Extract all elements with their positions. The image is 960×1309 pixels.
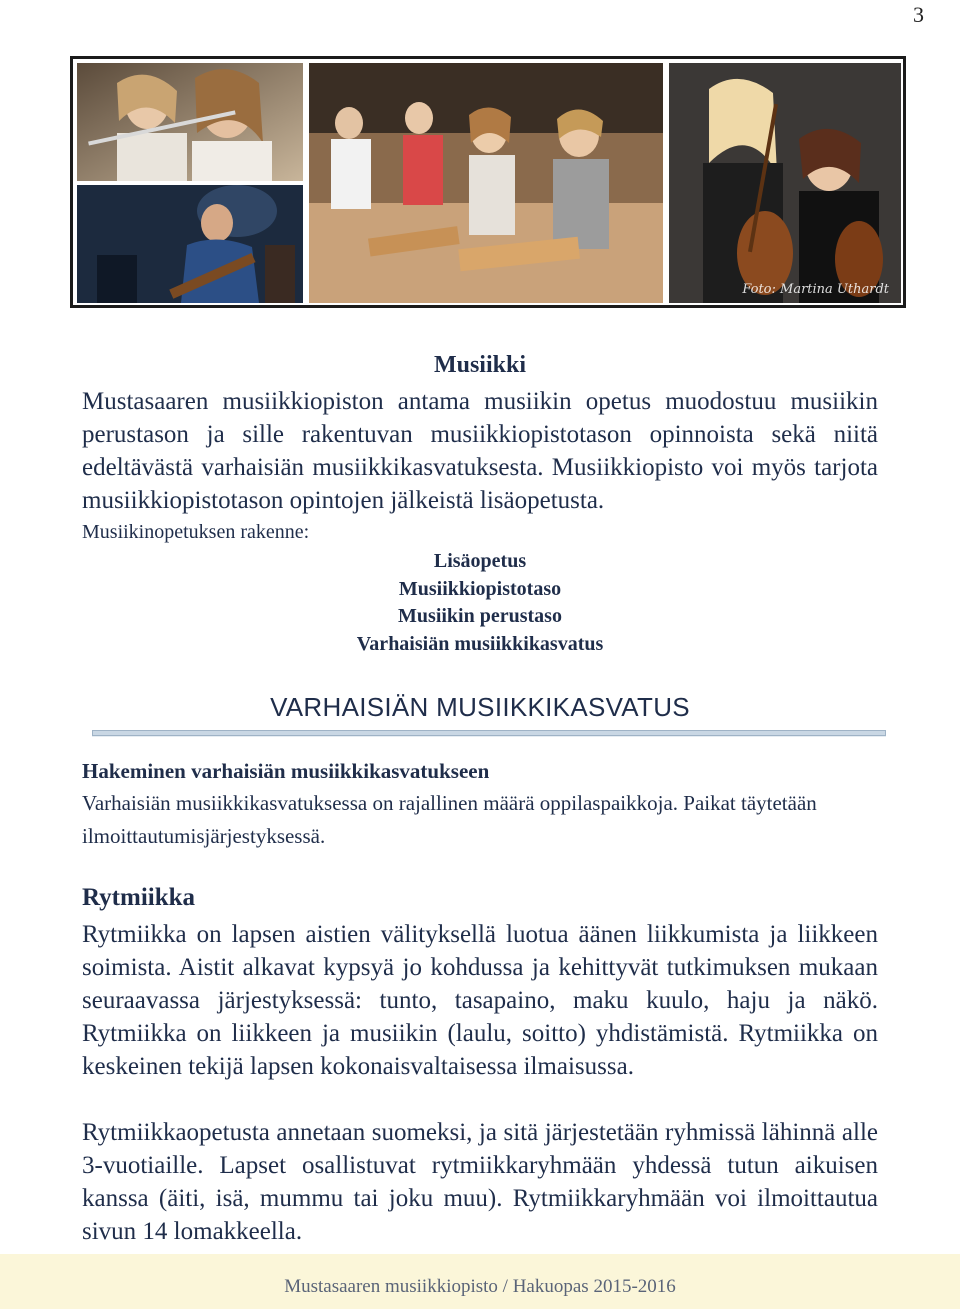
photo-guitarist — [77, 185, 303, 303]
photo-credit: Foto: Martina Uthardt — [742, 282, 889, 297]
structure-list — [0, 548, 960, 658]
structure-level: Musiikkiopistotaso — [398, 577, 562, 600]
page-number: 3 — [913, 2, 924, 27]
vmk-heading: VARHAISIÄN MUSIIKKIKASVATUS — [270, 692, 690, 722]
hakeminen-heading: Hakeminen varhaisiän musiikkikasvatukseen — [82, 759, 490, 783]
intro-paragraph: Mustasaaren musiikkiopiston antama musiikin opetus muodostuu musiikin perustason ja sille rakentuvan musiikkiopistotason opinnoista sekä niitä edeltävästä varhaisiän musiikkikasvatuksesta. Musiikkiopisto voi myös tarjota musiikkiopistotason opintojen jälkeistä lisäopetusta. — [82, 388, 878, 514]
photo-flute-players — [77, 63, 303, 181]
photo-collage — [70, 56, 906, 308]
structure-level: Lisäopetus — [433, 550, 527, 572]
photo-cello-players — [669, 63, 901, 303]
rytmiikka-heading: Rytmiikka — [82, 884, 196, 911]
rytmiikka-paragraph-1: Rytmiikka on lapsen aistien välityksellä luotua äänen liikkumista ja liikkeen soimista. Aistit alkavat kypsyä jo kohdussa ja kehittyvät tutkimuksen mukaan seuraavassa järjestyksessä: tunto, tasapaino, maku kuulo, haju ja näkö. Rytmiikka on liikkeen ja musiikin (laulu, soitto) yhdistämistä. Rytmiikka on keskeinen tekijä lapsen kokonaisvaltaisessa ilmaisussa. — [82, 921, 878, 1080]
photo-children-kantele — [309, 63, 663, 303]
structure-label: Musiikinopetuksen rakenne: — [82, 521, 310, 543]
hakeminen-paragraph: Varhaisiän musiikkikasvatuksessa on rajallinen määrä oppilaspaikkoja. Paikat täytetään ilmoittautumisjärjestyksessä. — [82, 791, 817, 848]
section-title: Musiikki — [433, 352, 527, 378]
structure-level: Musiikin perustaso — [398, 605, 562, 627]
footer-text: Mustasaaren musiikkiopisto / Hakuopas 2015-2016 — [284, 1276, 676, 1297]
rytmiikka-paragraph-2: Rytmiikkaopetusta annetaan suomeksi, ja sitä järjestetään ryhmissä lähinnä alle 3-vuotiaille. Lapset osallistuvat rytmiikkaryhmään yhdessä tutun aikuisen kanssa (äiti, isä, mummu tai joku muu). Rytmiikkaryhmään voi ilmoittautua sivun 14 lomakkeella. — [82, 1119, 878, 1245]
structure-level: Varhaisiän musiikkikasvatus — [356, 632, 604, 655]
divider-bar — [92, 730, 886, 736]
